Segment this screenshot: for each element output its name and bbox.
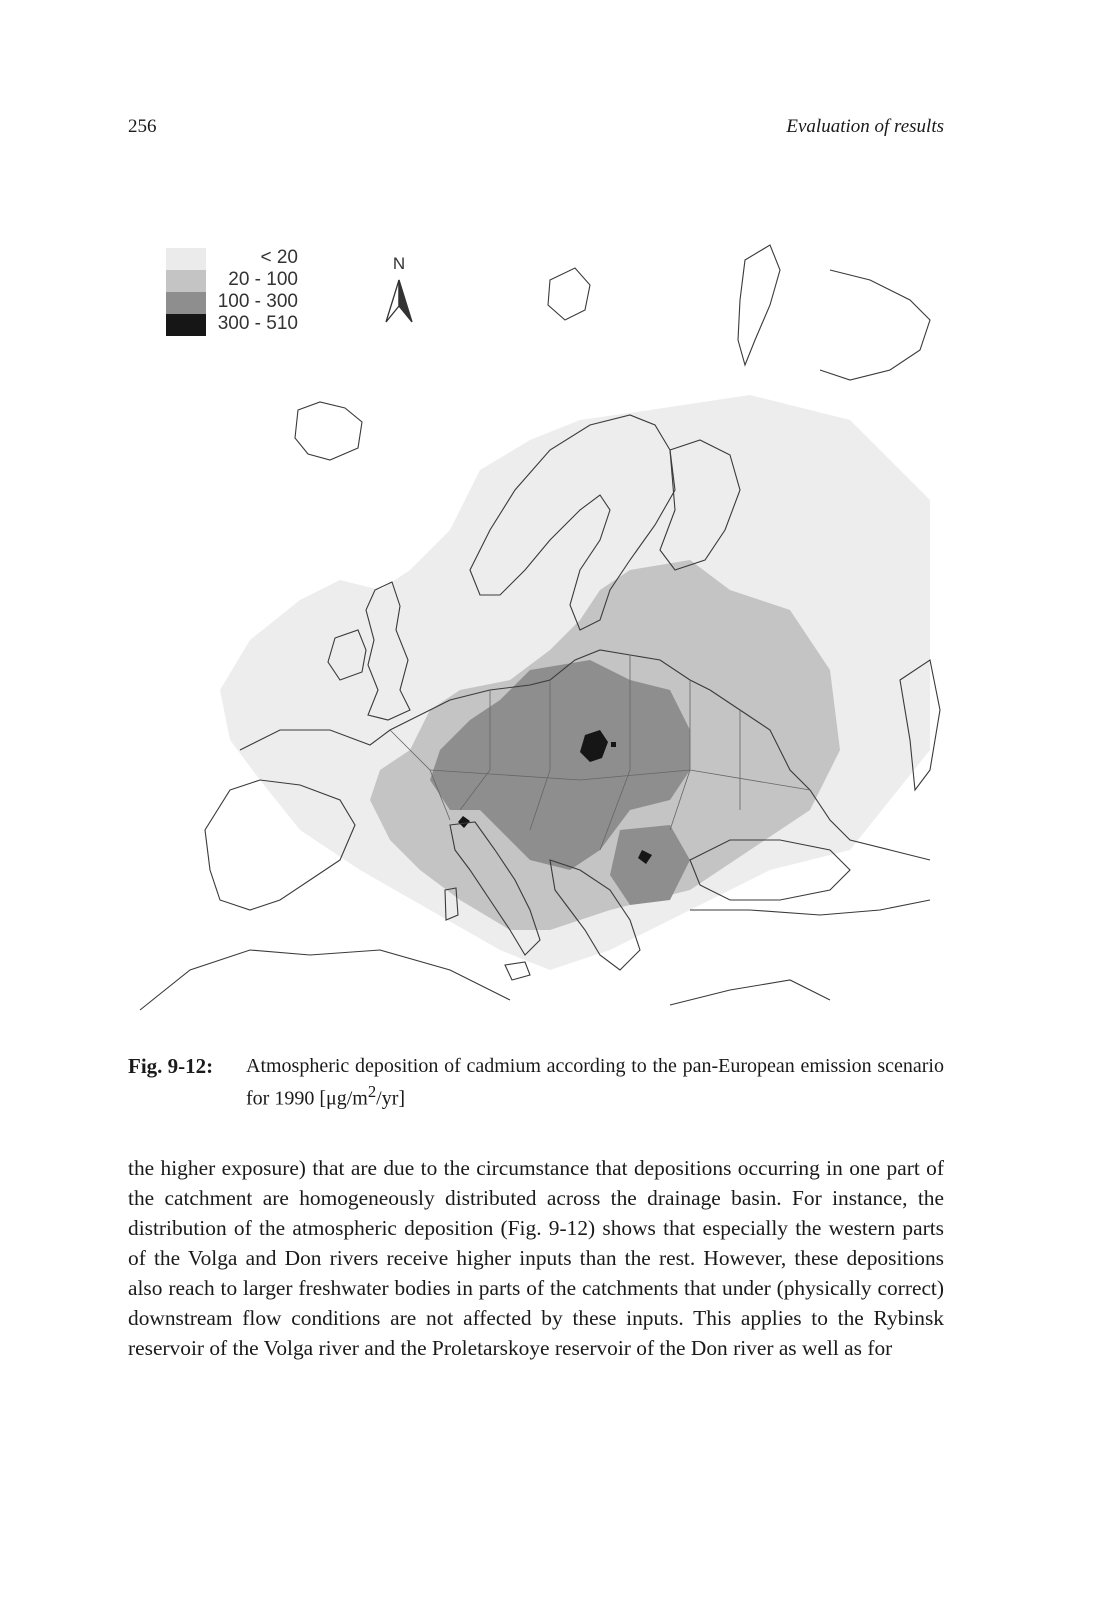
iceland-outline <box>295 402 362 460</box>
legend-swatch-lt20 <box>166 248 206 270</box>
north-africa-coast <box>140 950 510 1010</box>
legend-label-100-300: 100 - 300 <box>217 291 298 312</box>
legend-swatch-100-300 <box>166 292 206 314</box>
caption-text-main: Atmospheric deposition of cadmium according to the pan-European emission scenario for 1990 [μg/m <box>246 1055 944 1110</box>
deposition-map-figure <box>130 210 945 1030</box>
north-arrow-icon <box>386 254 412 322</box>
anatolia-coast <box>690 900 930 915</box>
caption-text <box>246 1053 944 1112</box>
legend-label-20-100: 20 - 100 <box>228 269 298 290</box>
levant-coast <box>670 980 830 1005</box>
caption-superscript: 2 <box>367 1082 377 1101</box>
north-label: N <box>392 254 406 273</box>
arctic-coast-east <box>820 270 930 380</box>
deposition-zones <box>220 395 930 970</box>
page-header <box>128 116 944 146</box>
sicily-outline <box>505 962 530 980</box>
legend-label-300-510: 300 - 510 <box>217 313 298 334</box>
legend-swatch-20-100 <box>166 270 206 292</box>
caption-text-end: /yr] <box>376 1087 406 1110</box>
page-number: 256 <box>128 116 157 137</box>
hotspot-silesia-2 <box>611 742 616 747</box>
running-head: Evaluation of results <box>786 116 944 137</box>
caption-label: Fig. 9-12: <box>128 1054 214 1078</box>
svalbard-outline <box>548 268 590 320</box>
legend-swatch-300-510 <box>166 314 206 336</box>
legend-label-lt20: < 20 <box>260 247 298 268</box>
europe-map <box>130 210 945 1030</box>
map-legend <box>166 247 298 336</box>
body-paragraph: the higher exposure) that are due to the circumstance that depositions occurring in one part of the catchment are homogeneously distributed across the drainage basin. For instance, the distribution of the atmospheric deposition (Fig. 9-12) shows that especially the western parts of the Volga and Don rivers receive higher inputs than the rest. However, these depositions also reach to larger freshwater bodies in parts of the catchments that under (physically correct) downstream flow conditions are not affected by these inputs. This applies to the Rybinsk reservoir of the Volga river and the Proletarskoye reservoir of the Don river as well as for <box>128 1156 944 1360</box>
novaya-zemlya-outline <box>738 245 780 365</box>
